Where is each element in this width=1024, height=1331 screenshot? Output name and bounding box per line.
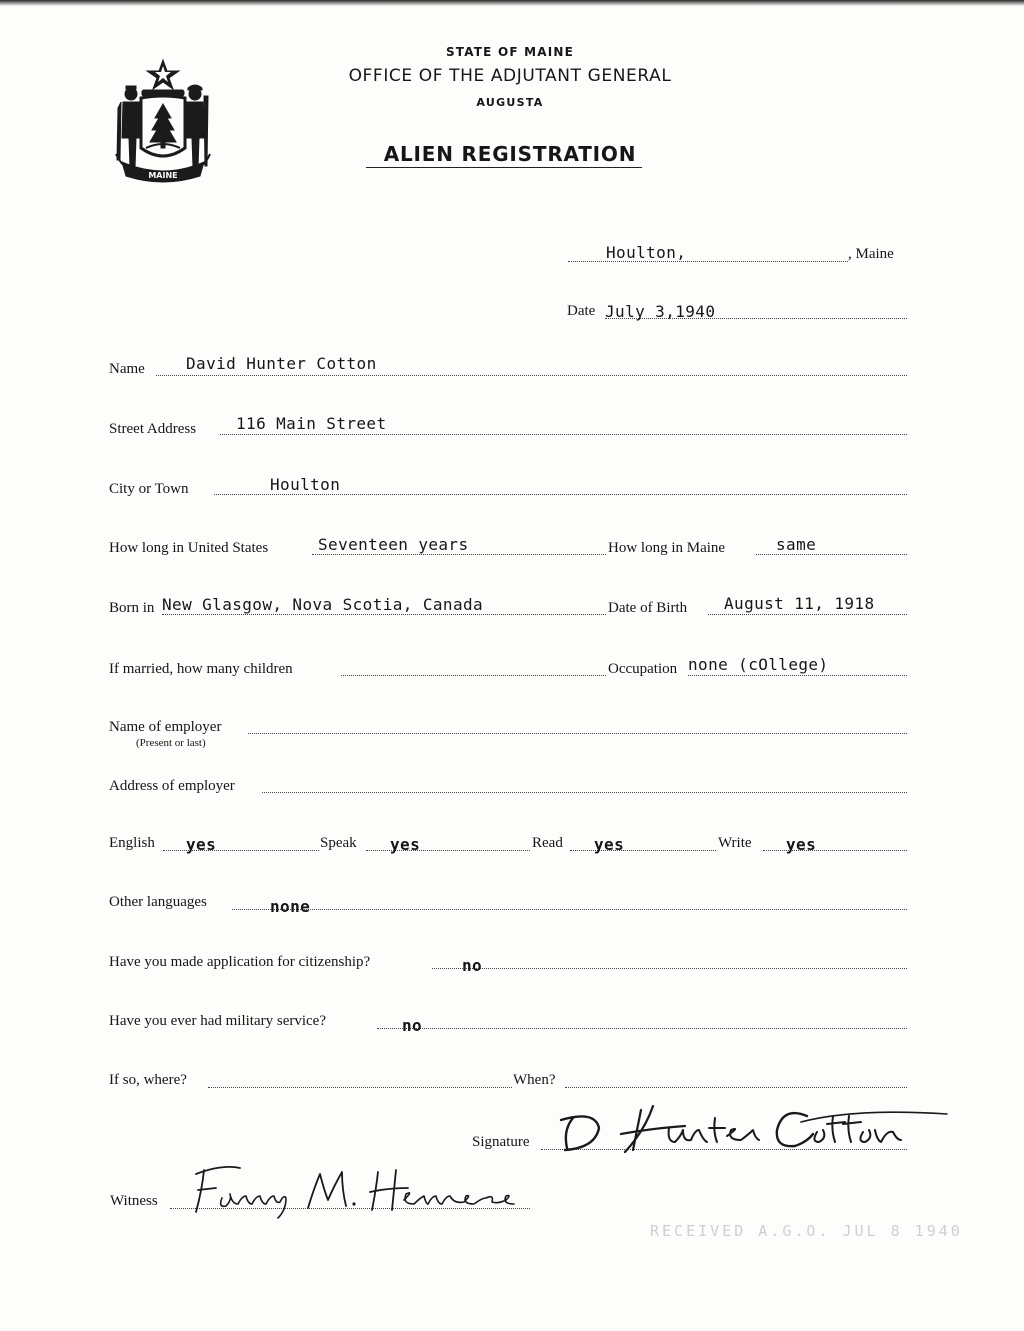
name-value: David Hunter Cotton [186,354,377,373]
name-label: Name [109,361,145,377]
scan-edge [0,0,1024,6]
born-label: Born in [109,600,155,616]
employer-line [248,733,907,734]
maine-duration-value: same [776,535,817,554]
born-value: New Glasgow, Nova Scotia, Canada [162,595,484,614]
occupation-line [688,675,907,676]
english-value: yes [186,835,217,854]
where-line [208,1087,512,1088]
military-label: Have you ever had military service? [109,1013,326,1029]
us-duration-value: Seventeen years [318,535,469,554]
employer-label: Name of employer [109,719,222,735]
other-languages-label: Other languages [109,894,207,910]
other-languages-line [232,909,907,910]
speak-value: yes [390,835,421,854]
dob-label: Date of Birth [608,600,688,616]
us-duration-line [312,554,606,555]
born-line [162,614,606,615]
city-label: City or Town [109,481,189,497]
write-line [763,850,907,851]
citizenship-value: no [462,956,483,975]
occupation-label: Occupation [608,661,678,677]
place-value: Houlton, [606,243,687,262]
read-label: Read [532,835,563,851]
date-value: July 3,1940 [605,302,716,321]
header-office: OFFICE OF THE ADJUTANT GENERAL [348,66,672,86]
street-label: Street Address [109,421,197,437]
header-city: AUGUSTA [476,96,544,109]
write-value: yes [786,835,817,854]
read-line [570,850,716,851]
witness-label: Witness [110,1193,158,1209]
military-value: no [402,1016,423,1035]
maine-state-seal-icon [108,56,218,186]
signature-label: Signature [472,1134,530,1150]
employer-sublabel: (Present or last) [136,737,206,749]
received-stamp: RECEIVED A.G.O. JUL 8 1940 [650,1222,963,1240]
maine-duration-line [756,554,907,555]
children-line [341,675,606,676]
read-value: yes [594,835,625,854]
citizenship-line [432,968,907,969]
maine-duration-label: How long in Maine [608,540,726,556]
military-line [377,1028,907,1029]
dob-line [708,614,907,615]
children-label: If married, how many children [109,661,293,677]
when-label: When? [513,1072,556,1088]
form-title: ALIEN REGISTRATION [383,142,637,166]
date-label: Date [567,303,596,319]
name-line [156,375,907,376]
where-label: If so, where? [109,1072,187,1088]
citizenship-label: Have you made application for citizenship? [109,954,371,970]
witness-signature-image [182,1160,532,1220]
occupation-value: none (cOllege) [688,655,829,674]
us-duration-label: How long in United States [109,540,269,556]
employer-address-label: Address of employer [109,778,235,794]
signature-image [545,1100,925,1160]
speak-label: Speak [320,835,357,851]
city-line [214,494,907,495]
city-value: Houlton [270,475,341,494]
when-line [565,1087,907,1088]
title-underline [366,167,642,168]
english-label: English [109,835,155,851]
street-line [220,434,907,435]
write-label: Write [718,835,752,851]
employer-address-line [262,792,907,793]
svg-text:MAINE: MAINE [148,171,178,180]
dob-value: August 11, 1918 [724,594,875,613]
street-value: 116 Main Street [236,414,387,433]
place-suffix: , Maine [848,246,894,262]
header-state: STATE OF MAINE [445,45,575,59]
other-languages-value: none [270,897,311,916]
